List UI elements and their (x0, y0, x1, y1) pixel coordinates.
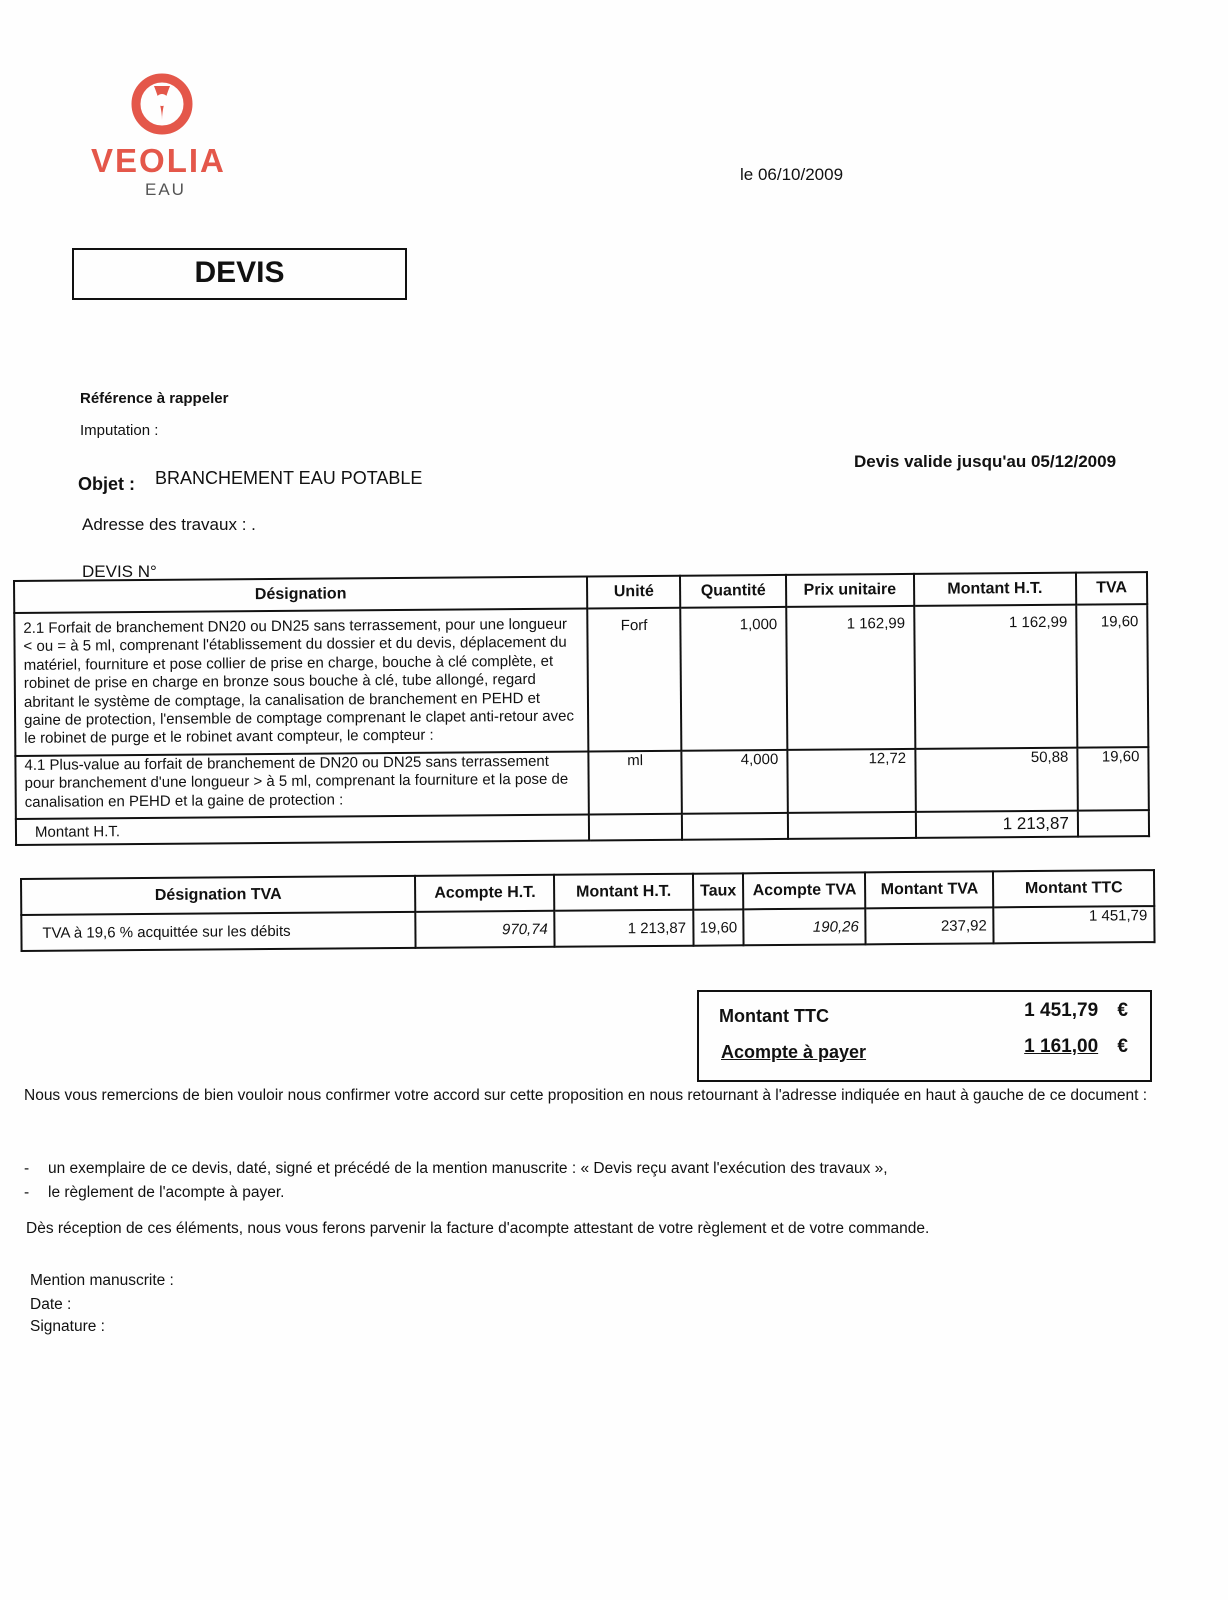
tva-table (20, 869, 1156, 952)
tva-header-montant-ht: Montant H.T. (554, 874, 692, 911)
row-quantite: 4,000 (682, 750, 788, 814)
header-prix-unitaire: Prix unitaire (786, 574, 914, 607)
mention-label: Mention manuscrite : (30, 1272, 174, 1289)
header-montant-ht: Montant H.T. (914, 573, 1077, 606)
date-label: Date : (30, 1296, 72, 1313)
row-montant: 1 162,99 (914, 605, 1077, 749)
bullet-item (24, 1184, 284, 1202)
header-quantite: Quantité (680, 575, 786, 608)
veolia-logo-icon (130, 72, 194, 136)
row-designation: 4.1 Plus-value au forfait de branchement de DN20 ou DN25 sans terrassement pour branchement d'une longueur > à 5 ml, comprenant la fourniture et la pose de canalisation en PEHD et la gaine de protection : (15, 751, 589, 819)
acompte-value-group (1024, 1036, 1128, 1058)
logo-subtext: EAU (145, 180, 186, 199)
currency-symbol: € (1117, 1036, 1128, 1057)
total-empty-cell (788, 812, 916, 839)
bullet-item (24, 1160, 888, 1178)
row-prix: 1 162,99 (786, 606, 915, 750)
document-title: DEVIS (72, 248, 407, 300)
total-empty-cell (1078, 810, 1149, 837)
tva-row (21, 906, 1154, 951)
tva-montant-ttc: 1 451,79 (994, 906, 1155, 943)
header-tva: TVA (1076, 572, 1147, 605)
row-tva: 19,60 (1077, 747, 1149, 811)
bullet-dash: - (24, 1160, 30, 1177)
tva-montant-tva: 237,92 (866, 907, 994, 944)
ttc-value-group (1024, 1000, 1128, 1022)
objet-label: Objet : (78, 474, 135, 494)
tva-header-acompte-tva: Acompte TVA (743, 872, 865, 909)
tva-header-acompte-ht: Acompte H.T. (415, 875, 554, 912)
header-unite: Unité (587, 576, 681, 609)
ttc-label: Montant TTC (719, 1006, 829, 1026)
row-unite: ml (588, 751, 682, 815)
bullet-dash: - (24, 1184, 30, 1201)
row-montant: 50,88 (915, 747, 1078, 811)
tva-header-designation: Désignation TVA (21, 876, 416, 915)
tva-header-montant-tva: Montant TVA (865, 871, 993, 908)
tva-header-taux: Taux (693, 873, 744, 909)
tva-header-montant-ttc: Montant TTC (993, 870, 1154, 907)
objet-value: BRANCHEMENT EAU POTABLE (155, 468, 423, 488)
tva-acompte-tva: 190,26 (744, 908, 866, 945)
items-table (13, 571, 1150, 846)
currency-symbol: € (1117, 1000, 1128, 1021)
tva-acompte-ht: 970,74 (416, 911, 555, 948)
logo-text: VEOLIA (91, 142, 226, 179)
acompte-value: 1 161,00 (1024, 1036, 1099, 1057)
ttc-value: 1 451,79 (1024, 1000, 1099, 1021)
row-designation: 2.1 Forfait de branchement DN20 ou DN25 sans terrassement, pour une longueur < ou = à 5 ml, comprenant l'établissement du dossier et du devis, déplacement du matériel, fourniture et pose collier de prise en charge, bouche à clé complète, et robinet de prise en charge en bronze sous bouche à clé, tube allongé, regard abritant le système de comptage, la canalisation de branchement en PEHD et gaine de protection, l'ensemble de comptage comprenant le clapet anti-retour avec le robinet de purge et le robinet avant compteur, le compteur : (14, 608, 588, 755)
tva-designation: TVA à 19,6 % acquittée sur les débits (21, 912, 416, 951)
imputation-label: Imputation : (80, 422, 159, 439)
document-date: le 06/10/2009 (740, 165, 844, 184)
row-quantite: 1,000 (681, 607, 788, 751)
row-tva: 19,60 (1076, 604, 1148, 747)
tva-montant-ht: 1 213,87 (555, 910, 693, 947)
reception-paragraph: Dès réception de ces éléments, nous vous ferons parvenir la facture d'acompte attestant de votre règlement et de votre commande. (26, 1220, 930, 1237)
confirmation-paragraph: Nous vous remercions de bien vouloir nous confirmer votre accord sur cette proposition en nous retournant à l'adresse indiquée en haut à gauche de ce document : (24, 1087, 1148, 1104)
bullet-text: le règlement de l'acompte à payer. (48, 1184, 285, 1201)
devis-number-label: DEVIS N° (82, 562, 157, 581)
total-label: Montant H.T. (16, 815, 589, 846)
validity-date: Devis valide jusqu'au 05/12/2009 (854, 452, 1117, 471)
table-row (14, 604, 1148, 756)
bullet-text: un exemplaire de ce devis, daté, signé et précédé de la mention manuscrite : « Devis reçu avant l'exécution des travaux », (48, 1160, 888, 1177)
total-empty-cell (682, 813, 788, 840)
totals-box (697, 990, 1152, 1082)
acompte-label: Acompte à payer (721, 1042, 867, 1062)
reference-label: Référence à rappeler (80, 390, 229, 407)
total-value: 1 213,87 (916, 811, 1078, 838)
table-row (15, 747, 1148, 819)
tva-taux: 19,60 (693, 909, 744, 945)
total-empty-cell (589, 814, 683, 841)
signature-label: Signature : (30, 1318, 105, 1335)
row-unite: Forf (587, 608, 681, 752)
address-label: Adresse des travaux : . (82, 515, 256, 534)
header-designation: Désignation (14, 576, 587, 612)
row-prix: 12,72 (787, 749, 915, 813)
